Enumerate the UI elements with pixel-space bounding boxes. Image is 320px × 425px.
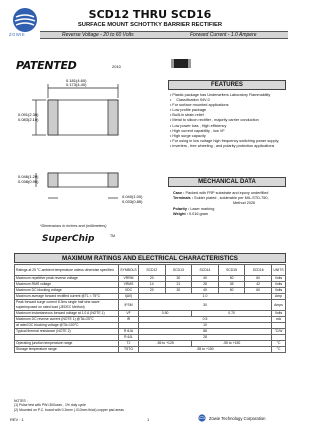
feature-item: • inverters , free wheeling , and polarity protection applications <box>170 144 288 149</box>
table-cell: 28 <box>192 282 219 288</box>
table-cell: R θJL <box>119 335 139 341</box>
feature-item: • For using in low voltage high frequency switching power supply, <box>170 139 288 144</box>
header-cell: SYMBOLS <box>119 265 139 276</box>
mech-weight: Weight : 0.016 gram <box>173 211 209 216</box>
table-cell: Typical thermal resistance (NOTE 2) <box>15 329 119 335</box>
table-cell: Volts <box>272 311 286 317</box>
table-cell: VRMS <box>119 282 139 288</box>
table-cell: °C/W <box>272 329 286 335</box>
table-cell: Maximum DC blocking voltage <box>15 288 119 294</box>
feature-item: • Low power loss , High efficiency <box>170 124 288 129</box>
table-cell: IR <box>119 317 139 323</box>
mech-terminals-method: Method 2026 <box>233 201 256 206</box>
table-cell: 40 <box>192 276 219 282</box>
table-cell: 42 <box>245 282 272 288</box>
mech-case: Case : Packed with FRP substrate and epoxy underfilled <box>173 191 269 195</box>
table-cell: at rated DC blocking voltage @TA=100°C <box>15 323 119 329</box>
table-cell: 0.5 <box>139 317 272 323</box>
table-cell: Maximum repetitive peak reverse voltage <box>15 276 119 282</box>
page-title: SCD12 THRU SCD16 <box>88 8 212 21</box>
patent-year: 2010 <box>112 64 121 69</box>
table-cell: R θJA <box>119 329 139 335</box>
table-cell: 88 <box>139 329 272 335</box>
feature-item: • For surface mounted applications <box>170 103 288 108</box>
table-cell: Maximum RMS voltage <box>15 282 119 288</box>
terminal-right <box>108 100 118 135</box>
features-list <box>170 93 288 149</box>
trademark-mark: TM <box>110 234 116 238</box>
table-cell: 35 <box>218 282 245 288</box>
table-cell: 1.0 <box>139 294 272 300</box>
table-cell: 30 <box>165 288 192 294</box>
table-cell: Volts <box>272 282 286 288</box>
table-row <box>15 347 286 353</box>
package-top-outline <box>48 100 118 135</box>
table-row <box>15 300 286 311</box>
table-cell: 30 <box>165 276 192 282</box>
table-cell: -55 to +150 <box>139 347 272 353</box>
ratings-heading: MAXIMUM RATINGS AND ELECTRICAL CHARACTERISTICS <box>14 253 286 263</box>
note-2: (2) Mounted on P.C. board with 0.2mm² (.013mm thick) copper pad areas <box>14 407 124 412</box>
table-cell: VF <box>119 311 139 317</box>
table-cell: 40 <box>192 288 219 294</box>
forward-current-text: Forward Current - 1.0 Ampere <box>190 32 257 38</box>
reverse-voltage-text: Reverse Voltage - 20 to 60 Volts <box>62 32 134 38</box>
dim-left-text: 0.091(2.30) <box>18 112 39 117</box>
table-cell: Maximum instantaneous forward voltage at 1.0 A (NOTE 1) <box>15 311 119 317</box>
dim-top2-text: 0.173(4.40) <box>66 82 87 87</box>
table-cell: Amps <box>272 300 286 311</box>
table-cell: Storage temperature range <box>15 347 119 353</box>
page-number: 1 <box>147 417 150 422</box>
table-cell: °C <box>272 347 286 353</box>
table-cell: 50 <box>218 276 245 282</box>
dim-side-text: 0.046(1.20) <box>18 174 39 179</box>
package-side-outline <box>48 173 118 187</box>
header-cell: SCD12 <box>139 265 166 276</box>
header-cell: SCD16 <box>245 265 272 276</box>
table-cell: VDC <box>119 288 139 294</box>
table-cell: TJ <box>119 341 139 347</box>
table-cell: 20 <box>139 276 166 282</box>
features-heading: FEATURES <box>168 80 286 90</box>
mechanical-heading: MECHANICAL DATA <box>168 177 286 187</box>
feature-item: • High current capability , low VF <box>170 129 288 134</box>
table-cell: Volts <box>272 276 286 282</box>
table-cell: 14 <box>139 282 166 288</box>
dim-left2-text: 0.083(2.10) <box>18 117 39 122</box>
superchip-logo: SuperChip <box>42 234 95 244</box>
dim-right-text: 0.040(1.00) <box>122 194 143 199</box>
table-cell: Maximum DC reverse current (NOTE 1) @TA=25°C <box>15 317 119 323</box>
table-cell: 60 <box>245 288 272 294</box>
chip-package-image <box>173 59 189 68</box>
feature-item: • Plastic package has Underwriters Laboratory Flammability <box>170 93 288 98</box>
header-cell: Ratings at 25 °C ambient temperature unless otherwise specified. <box>15 265 119 276</box>
table-cell: Operating junction temperature range <box>15 341 119 347</box>
table-cell: Maximum average forward rectified current @TL = 75°C <box>15 294 119 300</box>
company-logo-icon <box>198 414 206 422</box>
revision-text: REV : 1 <box>10 417 24 422</box>
feature-item: • Low profile package <box>170 108 288 113</box>
package-dimension-drawing <box>18 78 166 218</box>
table-cell: °C <box>272 341 286 347</box>
notes-title: NOTES : <box>14 399 28 403</box>
table-cell: IFSM <box>119 300 139 311</box>
notes-block <box>14 399 124 412</box>
feature-item: • High surge capacity <box>170 134 288 139</box>
table-cell: 30 <box>139 300 272 311</box>
table-cell: 50 <box>218 288 245 294</box>
brand-name: ZOWIE <box>9 32 26 37</box>
spec-bar <box>40 31 288 39</box>
dimensions-note: *Dimensions in inches and (millimeters) <box>40 224 107 228</box>
header-cell: SCD13 <box>165 265 192 276</box>
terminal-left <box>48 100 58 135</box>
company-name: Zowie Technology Corporation <box>209 416 266 421</box>
mech-polarity: Polarity : Laser marking <box>173 206 215 211</box>
table-cell: TSTG <box>119 347 139 353</box>
table-cell: 10 <box>139 323 272 329</box>
table-cell: I(AV) <box>119 294 139 300</box>
header-cell: SCD15 <box>218 265 245 276</box>
dim-top-text: 0.181(4.60) <box>66 78 87 83</box>
header-cell: UNITS <box>272 265 286 276</box>
table-cell: -55 to +150 <box>192 341 272 347</box>
table-header-row <box>15 265 286 276</box>
table-cell: 0.70 <box>192 311 272 317</box>
table-cell: VRRM <box>119 276 139 282</box>
table-cell: 21 <box>165 282 192 288</box>
table-cell: mA <box>272 317 286 323</box>
table-cell: 20 <box>139 288 166 294</box>
table-cell: -55 to +125 <box>139 341 192 347</box>
feature-item: • Built-in strain relief <box>170 113 288 118</box>
table-cell: Amp <box>272 294 286 300</box>
mechanical-list <box>173 191 288 217</box>
table-cell: Peak forward surge current 8.3ms single half sine-wave superimposed on rated load (JEDEC Method) <box>15 300 119 311</box>
page-subtitle: SURFACE MOUNT SCHOTTKY BARRIER RECTIFIER <box>77 22 223 28</box>
dim-side2-text: 0.038(0.95) <box>18 179 39 184</box>
mech-terminals: Terminals : Solder plated , solderable per MIL-STD-750, <box>173 196 269 201</box>
table-cell: Volts <box>272 288 286 294</box>
table-cell: 0.50 <box>139 311 192 317</box>
table-cell: 28 <box>139 335 272 341</box>
patented-label: PATENTED <box>16 59 77 72</box>
header-cell: SCD14 <box>192 265 219 276</box>
dim-right2-text: 0.033(0.85) <box>122 199 143 204</box>
ratings-table <box>14 264 286 353</box>
note-1: (1) Pulse test with PW=300usec , 1% duty cycle <box>14 403 86 408</box>
feature-item: • Metal to silicon rectifier , majority carrier conduction <box>170 118 288 123</box>
table-cell: 60 <box>245 276 272 282</box>
feature-item: • Classification 94V-0 <box>170 98 288 103</box>
